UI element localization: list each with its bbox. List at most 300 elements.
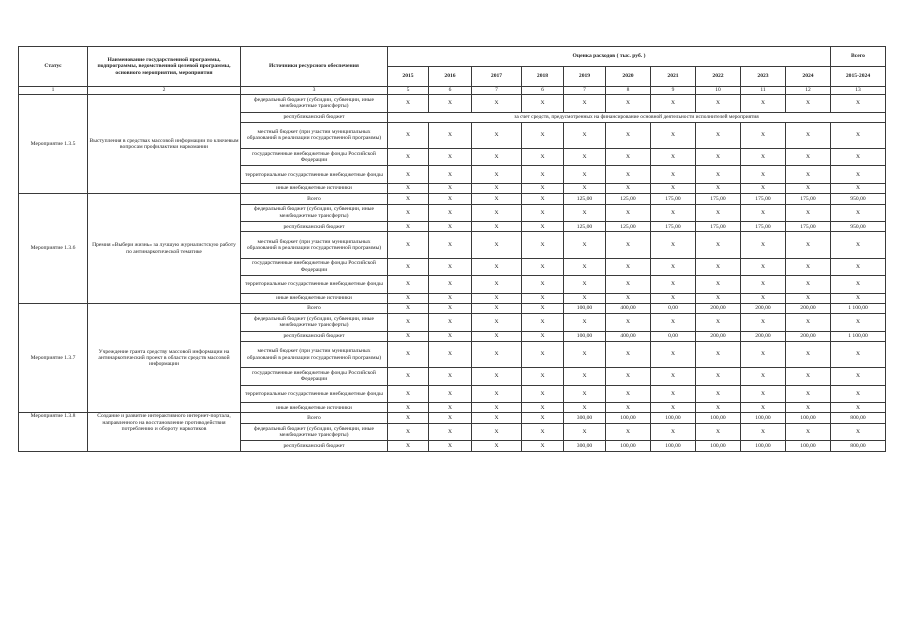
year-value-cell: X bbox=[606, 293, 651, 303]
year-value-cell: X bbox=[388, 122, 429, 148]
total-value-cell: X bbox=[831, 341, 886, 367]
year-value-cell: X bbox=[472, 258, 522, 276]
year-value-cell: X bbox=[741, 368, 786, 386]
year-value-cell: X bbox=[741, 166, 786, 184]
total-value-cell: X bbox=[831, 258, 886, 276]
year-value-cell: X bbox=[606, 423, 651, 441]
year-value-cell: X bbox=[472, 95, 522, 113]
year-value-cell: X bbox=[651, 183, 696, 193]
year-value-cell: X bbox=[741, 258, 786, 276]
total-value-cell: X bbox=[831, 232, 886, 258]
year-value-cell: X bbox=[388, 232, 429, 258]
year-value-cell: X bbox=[522, 232, 564, 258]
year-value-cell: X bbox=[429, 314, 472, 332]
year-value-cell: X bbox=[651, 314, 696, 332]
year-value-cell: X bbox=[388, 441, 429, 451]
column-numbers-row bbox=[19, 87, 886, 95]
funding-source-cell: Всего bbox=[241, 194, 388, 204]
year-value-cell: X bbox=[564, 232, 606, 258]
total-value-cell: X bbox=[831, 148, 886, 166]
column-number: 13 bbox=[831, 87, 886, 95]
column-number: 10 bbox=[696, 87, 741, 95]
year-value-cell: X bbox=[472, 232, 522, 258]
year-value-cell: X bbox=[472, 166, 522, 184]
year-value-cell: X bbox=[741, 122, 786, 148]
year-value-cell: X bbox=[696, 166, 741, 184]
status-cell: Мероприятие 1.3.6 bbox=[19, 194, 88, 304]
header-year: 2021 bbox=[651, 67, 696, 87]
year-value-cell: X bbox=[388, 258, 429, 276]
funding-source-cell: иные внебюджетные источники bbox=[241, 183, 388, 193]
year-value-cell: 200,00 bbox=[741, 303, 786, 313]
year-value-cell: 175,00 bbox=[786, 194, 831, 204]
year-value-cell: X bbox=[522, 293, 564, 303]
year-value-cell: X bbox=[429, 331, 472, 341]
header-year: 2015 bbox=[388, 67, 429, 87]
year-value-cell: 100,00 bbox=[786, 441, 831, 451]
year-value-cell: X bbox=[651, 232, 696, 258]
year-value-cell: X bbox=[696, 95, 741, 113]
funding-source-cell: республиканский бюджет bbox=[241, 331, 388, 341]
year-value-cell: X bbox=[429, 183, 472, 193]
header-source: Источники ресурсного обеспечения bbox=[241, 47, 388, 87]
funding-source-cell: федеральный бюджет (субсидии, субвенции, иные межбюджетные трансферты) bbox=[241, 204, 388, 222]
year-value-cell: X bbox=[472, 423, 522, 441]
funding-source-cell: иные внебюджетные источники bbox=[241, 403, 388, 413]
year-value-cell: X bbox=[741, 95, 786, 113]
year-value-cell: X bbox=[651, 122, 696, 148]
column-number: 1 bbox=[19, 87, 88, 95]
year-value-cell: X bbox=[741, 232, 786, 258]
funding-source-cell: территориальные государственные внебюджетные фонды bbox=[241, 166, 388, 184]
year-value-cell: 0,00 bbox=[651, 331, 696, 341]
header-total-period: 2015-2024 bbox=[831, 67, 886, 87]
column-number: 6 bbox=[429, 87, 472, 95]
year-value-cell: X bbox=[388, 194, 429, 204]
year-value-cell: 400,00 bbox=[606, 303, 651, 313]
year-value-cell: X bbox=[522, 303, 564, 313]
column-number: 8 bbox=[606, 87, 651, 95]
year-value-cell: 125,00 bbox=[564, 222, 606, 232]
year-value-cell: 300,00 bbox=[564, 413, 606, 423]
year-value-cell: X bbox=[522, 314, 564, 332]
year-value-cell: X bbox=[741, 293, 786, 303]
year-value-cell: X bbox=[429, 276, 472, 294]
funding-source-cell: республиканский бюджет bbox=[241, 222, 388, 232]
year-value-cell: 175,00 bbox=[651, 194, 696, 204]
column-number: 11 bbox=[741, 87, 786, 95]
year-value-cell: X bbox=[472, 204, 522, 222]
year-value-cell: X bbox=[651, 403, 696, 413]
year-value-cell: X bbox=[696, 122, 741, 148]
year-value-cell: X bbox=[564, 293, 606, 303]
year-value-cell: X bbox=[522, 441, 564, 451]
year-value-cell: X bbox=[564, 148, 606, 166]
year-value-cell: X bbox=[522, 148, 564, 166]
header-status: Статус bbox=[19, 47, 88, 87]
year-value-cell: X bbox=[564, 314, 606, 332]
year-value-cell: X bbox=[786, 293, 831, 303]
year-value-cell: X bbox=[522, 95, 564, 113]
year-value-cell: X bbox=[472, 368, 522, 386]
header-total: Всего bbox=[831, 47, 886, 67]
column-number: 6 bbox=[522, 87, 564, 95]
year-value-cell: 100,00 bbox=[651, 441, 696, 451]
year-value-cell: X bbox=[388, 204, 429, 222]
total-value-cell: X bbox=[831, 95, 886, 113]
total-value-cell: 1 100,00 bbox=[831, 303, 886, 313]
total-value-cell: X bbox=[831, 276, 886, 294]
year-value-cell: X bbox=[651, 423, 696, 441]
column-number: 7 bbox=[472, 87, 522, 95]
year-value-cell: X bbox=[564, 204, 606, 222]
year-value-cell: 100,00 bbox=[741, 441, 786, 451]
year-value-cell: X bbox=[388, 314, 429, 332]
table-row bbox=[19, 413, 886, 423]
funding-source-cell: территориальные государственные внебюджетные фонды bbox=[241, 276, 388, 294]
year-value-cell: X bbox=[741, 403, 786, 413]
year-value-cell: X bbox=[786, 204, 831, 222]
year-value-cell: X bbox=[564, 385, 606, 403]
year-value-cell: X bbox=[606, 204, 651, 222]
year-value-cell: X bbox=[786, 314, 831, 332]
year-value-cell: X bbox=[606, 183, 651, 193]
year-value-cell: X bbox=[651, 148, 696, 166]
year-value-cell: X bbox=[388, 413, 429, 423]
year-value-cell: 100,00 bbox=[651, 413, 696, 423]
table-body bbox=[19, 95, 886, 452]
header-year: 2023 bbox=[741, 67, 786, 87]
total-value-cell: X bbox=[831, 204, 886, 222]
year-value-cell: X bbox=[696, 232, 741, 258]
header-estimate: Оценка расходов ( тыс. руб. ) bbox=[388, 47, 831, 67]
header-name: Наименование государственной программы, подпрограммы, ведомственной целевой программы, основного мероприятия, мероприятия bbox=[88, 47, 241, 87]
column-number: 12 bbox=[786, 87, 831, 95]
year-value-cell: X bbox=[651, 166, 696, 184]
table-row bbox=[19, 95, 886, 113]
year-value-cell: X bbox=[522, 194, 564, 204]
year-value-cell: X bbox=[741, 183, 786, 193]
measure-name-cell: Премия «Выбери жизнь» за лучшую журналистскую работу по антинаркотической тематике bbox=[88, 194, 241, 304]
year-value-cell: X bbox=[472, 303, 522, 313]
year-value-cell: X bbox=[606, 148, 651, 166]
year-value-cell: X bbox=[388, 303, 429, 313]
year-value-cell: X bbox=[786, 148, 831, 166]
header-year: 2018 bbox=[522, 67, 564, 87]
year-value-cell: X bbox=[651, 293, 696, 303]
column-number: 9 bbox=[651, 87, 696, 95]
year-value-cell: X bbox=[786, 403, 831, 413]
year-value-cell: X bbox=[564, 423, 606, 441]
year-value-cell: X bbox=[472, 293, 522, 303]
year-value-cell: X bbox=[472, 222, 522, 232]
year-value-cell: X bbox=[429, 403, 472, 413]
year-value-cell: X bbox=[429, 441, 472, 451]
year-value-cell: X bbox=[696, 368, 741, 386]
year-value-cell: X bbox=[472, 183, 522, 193]
budget-document-page bbox=[18, 46, 885, 452]
funding-source-cell: государственные внебюджетные фонды Российской Федерации bbox=[241, 368, 388, 386]
year-value-cell: X bbox=[388, 341, 429, 367]
year-value-cell: X bbox=[696, 403, 741, 413]
year-value-cell: 100,00 bbox=[741, 413, 786, 423]
year-value-cell: X bbox=[606, 314, 651, 332]
funding-source-cell: местный бюджет (при участии муниципальных образований в реализации государственной программы) bbox=[241, 122, 388, 148]
status-cell: Мероприятие 1.3.7 bbox=[19, 303, 88, 413]
total-value-cell: X bbox=[831, 368, 886, 386]
funding-source-cell: местный бюджет (при участии муниципальных образований в реализации государственной программы) bbox=[241, 341, 388, 367]
funding-source-cell: государственные внебюджетные фонды Российской Федерации bbox=[241, 148, 388, 166]
year-value-cell: X bbox=[786, 166, 831, 184]
header-row bbox=[19, 47, 886, 67]
measure-name-cell: Учреждение гранта средству массовой информации на антинаркотический проект в области средств массовой информации bbox=[88, 303, 241, 413]
year-value-cell: X bbox=[786, 341, 831, 367]
year-value-cell: 100,00 bbox=[786, 413, 831, 423]
year-value-cell: X bbox=[472, 276, 522, 294]
year-value-cell: X bbox=[472, 385, 522, 403]
total-value-cell: 800,00 bbox=[831, 441, 886, 451]
year-value-cell: X bbox=[564, 95, 606, 113]
year-value-cell: 300,00 bbox=[564, 441, 606, 451]
year-value-cell: X bbox=[606, 258, 651, 276]
year-value-cell: X bbox=[522, 222, 564, 232]
year-value-cell: X bbox=[522, 122, 564, 148]
header-year: 2017 bbox=[472, 67, 522, 87]
status-cell: Мероприятие 1.3.5 bbox=[19, 95, 88, 194]
funding-source-cell: федеральный бюджет (субсидии, субвенции, иные межбюджетные трансферты) bbox=[241, 314, 388, 332]
year-value-cell: X bbox=[429, 303, 472, 313]
year-value-cell: X bbox=[472, 403, 522, 413]
year-value-cell: X bbox=[606, 95, 651, 113]
year-value-cell: X bbox=[606, 232, 651, 258]
year-value-cell: X bbox=[741, 423, 786, 441]
year-value-cell: X bbox=[522, 403, 564, 413]
year-value-cell: X bbox=[651, 95, 696, 113]
funding-note-cell: за счет средств, предусмотренных на финансирование основной деятельности исполнителей мероприятия bbox=[388, 112, 886, 122]
funding-source-cell: территориальные государственные внебюджетные фонды bbox=[241, 385, 388, 403]
year-value-cell: X bbox=[429, 385, 472, 403]
column-number: 5 bbox=[388, 87, 429, 95]
year-value-cell: X bbox=[429, 122, 472, 148]
year-value-cell: X bbox=[429, 204, 472, 222]
year-value-cell: 175,00 bbox=[741, 194, 786, 204]
year-value-cell: X bbox=[522, 258, 564, 276]
total-value-cell: X bbox=[831, 183, 886, 193]
header-year: 2016 bbox=[429, 67, 472, 87]
year-value-cell: X bbox=[388, 222, 429, 232]
year-value-cell: X bbox=[472, 441, 522, 451]
funding-source-cell: федеральный бюджет (субсидии, субвенции, иные межбюджетные трансферты) bbox=[241, 95, 388, 113]
year-value-cell: X bbox=[429, 341, 472, 367]
year-value-cell: X bbox=[696, 293, 741, 303]
year-value-cell: 175,00 bbox=[696, 194, 741, 204]
year-value-cell: X bbox=[786, 276, 831, 294]
year-value-cell: X bbox=[388, 95, 429, 113]
year-value-cell: X bbox=[696, 341, 741, 367]
total-value-cell: X bbox=[831, 385, 886, 403]
year-value-cell: X bbox=[696, 423, 741, 441]
year-value-cell: 175,00 bbox=[651, 222, 696, 232]
year-value-cell: 100,00 bbox=[564, 303, 606, 313]
year-value-cell: X bbox=[564, 276, 606, 294]
year-value-cell: X bbox=[429, 95, 472, 113]
year-value-cell: 100,00 bbox=[696, 441, 741, 451]
year-value-cell: X bbox=[606, 341, 651, 367]
year-value-cell: X bbox=[388, 368, 429, 386]
year-value-cell: X bbox=[741, 341, 786, 367]
total-value-cell: X bbox=[831, 293, 886, 303]
year-value-cell: 175,00 bbox=[696, 222, 741, 232]
year-value-cell: 400,00 bbox=[606, 331, 651, 341]
year-value-cell: X bbox=[606, 122, 651, 148]
funding-source-cell: республиканский бюджет bbox=[241, 441, 388, 451]
year-value-cell: X bbox=[472, 122, 522, 148]
year-value-cell: X bbox=[651, 204, 696, 222]
year-value-cell: X bbox=[651, 385, 696, 403]
funding-source-cell: местный бюджет (при участии муниципальных образований в реализации государственной программы) bbox=[241, 232, 388, 258]
year-value-cell: X bbox=[388, 331, 429, 341]
table-row bbox=[19, 303, 886, 313]
funding-source-cell: республиканский бюджет bbox=[241, 112, 388, 122]
year-value-cell: X bbox=[786, 385, 831, 403]
year-value-cell: X bbox=[429, 166, 472, 184]
header-year: 2024 bbox=[786, 67, 831, 87]
year-value-cell: X bbox=[522, 331, 564, 341]
year-value-cell: X bbox=[522, 385, 564, 403]
year-value-cell: X bbox=[522, 276, 564, 294]
year-value-cell: X bbox=[472, 148, 522, 166]
year-value-cell: 200,00 bbox=[786, 303, 831, 313]
header-year: 2022 bbox=[696, 67, 741, 87]
year-value-cell: X bbox=[696, 258, 741, 276]
year-value-cell: X bbox=[606, 276, 651, 294]
year-value-cell: X bbox=[388, 276, 429, 294]
header-year: 2019 bbox=[564, 67, 606, 87]
year-value-cell: 125,00 bbox=[564, 194, 606, 204]
year-value-cell: X bbox=[786, 95, 831, 113]
total-value-cell: 950,00 bbox=[831, 194, 886, 204]
year-value-cell: X bbox=[696, 385, 741, 403]
year-value-cell: X bbox=[429, 293, 472, 303]
year-value-cell: X bbox=[522, 341, 564, 367]
year-value-cell: X bbox=[429, 194, 472, 204]
year-value-cell: X bbox=[472, 341, 522, 367]
year-value-cell: X bbox=[388, 423, 429, 441]
year-value-cell: X bbox=[741, 148, 786, 166]
year-value-cell: X bbox=[472, 194, 522, 204]
year-value-cell: X bbox=[786, 258, 831, 276]
year-value-cell: 175,00 bbox=[741, 222, 786, 232]
year-value-cell: X bbox=[388, 183, 429, 193]
year-value-cell: X bbox=[786, 232, 831, 258]
resource-allocation-table bbox=[18, 46, 886, 452]
year-value-cell: X bbox=[741, 204, 786, 222]
year-value-cell: X bbox=[786, 183, 831, 193]
funding-source-cell: федеральный бюджет (субсидии, субвенции, иные межбюджетные трансферты) bbox=[241, 423, 388, 441]
year-value-cell: 100,00 bbox=[564, 331, 606, 341]
year-value-cell: X bbox=[696, 204, 741, 222]
year-value-cell: X bbox=[651, 258, 696, 276]
year-value-cell: X bbox=[388, 166, 429, 184]
total-value-cell: 1 100,00 bbox=[831, 331, 886, 341]
year-value-cell: 125,00 bbox=[606, 222, 651, 232]
year-value-cell: X bbox=[522, 368, 564, 386]
year-value-cell: X bbox=[696, 183, 741, 193]
year-value-cell: X bbox=[606, 368, 651, 386]
year-value-cell: X bbox=[522, 204, 564, 222]
year-value-cell: X bbox=[429, 258, 472, 276]
year-value-cell: X bbox=[522, 166, 564, 184]
year-value-cell: X bbox=[651, 276, 696, 294]
year-value-cell: X bbox=[786, 122, 831, 148]
year-value-cell: 175,00 bbox=[786, 222, 831, 232]
year-value-cell: 100,00 bbox=[696, 413, 741, 423]
measure-name-cell: Создание и развитие интерактивного интернет-портала, направленного на восстановление противодействия потреблению и обороту наркотиков bbox=[88, 413, 241, 451]
year-value-cell: 200,00 bbox=[696, 303, 741, 313]
year-value-cell: X bbox=[741, 385, 786, 403]
total-value-cell: X bbox=[831, 166, 886, 184]
year-value-cell: X bbox=[564, 341, 606, 367]
status-cell: Мероприятие 1.3.8 bbox=[19, 413, 88, 451]
year-value-cell: X bbox=[429, 368, 472, 386]
year-value-cell: 125,00 bbox=[606, 194, 651, 204]
year-value-cell: X bbox=[472, 413, 522, 423]
year-value-cell: X bbox=[429, 413, 472, 423]
column-number: 3 bbox=[241, 87, 388, 95]
year-value-cell: X bbox=[429, 148, 472, 166]
column-number: 7 bbox=[564, 87, 606, 95]
year-value-cell: X bbox=[741, 314, 786, 332]
year-value-cell: X bbox=[606, 403, 651, 413]
header-year: 2020 bbox=[606, 67, 651, 87]
year-value-cell: X bbox=[429, 222, 472, 232]
total-value-cell: X bbox=[831, 423, 886, 441]
total-value-cell: X bbox=[831, 122, 886, 148]
year-value-cell: 200,00 bbox=[696, 331, 741, 341]
funding-source-cell: Всего bbox=[241, 413, 388, 423]
total-value-cell: X bbox=[831, 403, 886, 413]
funding-source-cell: государственные внебюджетные фонды Российской Федерации bbox=[241, 258, 388, 276]
year-value-cell: 200,00 bbox=[786, 331, 831, 341]
year-value-cell: X bbox=[786, 368, 831, 386]
table-row bbox=[19, 194, 886, 204]
year-value-cell: X bbox=[651, 368, 696, 386]
year-value-cell: X bbox=[472, 314, 522, 332]
year-value-cell: 200,00 bbox=[741, 331, 786, 341]
year-value-cell: X bbox=[388, 403, 429, 413]
year-value-cell: 0,00 bbox=[651, 303, 696, 313]
year-value-cell: X bbox=[696, 276, 741, 294]
year-value-cell: X bbox=[606, 385, 651, 403]
total-value-cell: 950,00 bbox=[831, 222, 886, 232]
year-value-cell: X bbox=[741, 276, 786, 294]
year-value-cell: X bbox=[564, 122, 606, 148]
year-value-cell: X bbox=[606, 166, 651, 184]
year-value-cell: X bbox=[564, 166, 606, 184]
year-value-cell: X bbox=[564, 403, 606, 413]
year-value-cell: X bbox=[388, 385, 429, 403]
funding-source-cell: Всего bbox=[241, 303, 388, 313]
year-value-cell: X bbox=[696, 148, 741, 166]
year-value-cell: X bbox=[522, 183, 564, 193]
measure-name-cell: Выступления в средствах массовой информации по ключевым вопросам профилактики наркомании bbox=[88, 95, 241, 194]
total-value-cell: 800,00 bbox=[831, 413, 886, 423]
column-number: 2 bbox=[88, 87, 241, 95]
funding-source-cell: иные внебюджетные источники bbox=[241, 293, 388, 303]
year-value-cell: 100,00 bbox=[606, 413, 651, 423]
total-value-cell: X bbox=[831, 314, 886, 332]
year-value-cell: X bbox=[786, 423, 831, 441]
